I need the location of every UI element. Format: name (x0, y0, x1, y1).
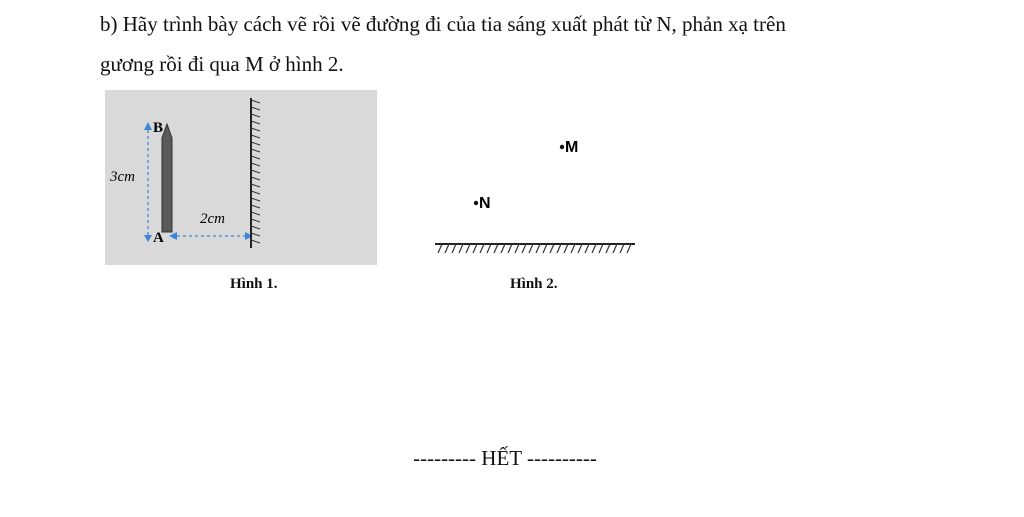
figure-1 (105, 90, 377, 265)
end-marker: --------- HẾT ---------- (413, 446, 597, 470)
figure-2-drawing (420, 120, 660, 260)
label-b: B (153, 120, 164, 136)
figure-2 (420, 120, 660, 260)
label-m: M (565, 139, 579, 156)
question-line-2: gương rồi đi qua M ở hình 2. (100, 52, 344, 76)
height-label: 3cm (110, 169, 135, 185)
height-arrow-bottom (144, 235, 152, 242)
distance-label: 2cm (200, 211, 225, 227)
question-line-1: b) Hãy trình bày cách vẽ rồi vẽ đường đi của tia sáng xuất phát từ N, phản xạ trên (100, 12, 786, 36)
question-text (100, 4, 980, 84)
figure-2-caption: Hình 2. (510, 276, 558, 292)
point-n (474, 201, 478, 205)
label-n: N (479, 195, 491, 212)
label-a: A (153, 230, 164, 246)
mirror-1-hatching (251, 100, 260, 243)
figure-1-drawing (105, 90, 377, 265)
object-ab-arrow (162, 124, 172, 232)
distance-arrow-left (169, 232, 177, 240)
point-m (560, 145, 564, 149)
mirror-2-hatching (438, 244, 631, 253)
figure-1-caption: Hình 1. (230, 276, 278, 292)
height-arrow-top (144, 122, 152, 130)
